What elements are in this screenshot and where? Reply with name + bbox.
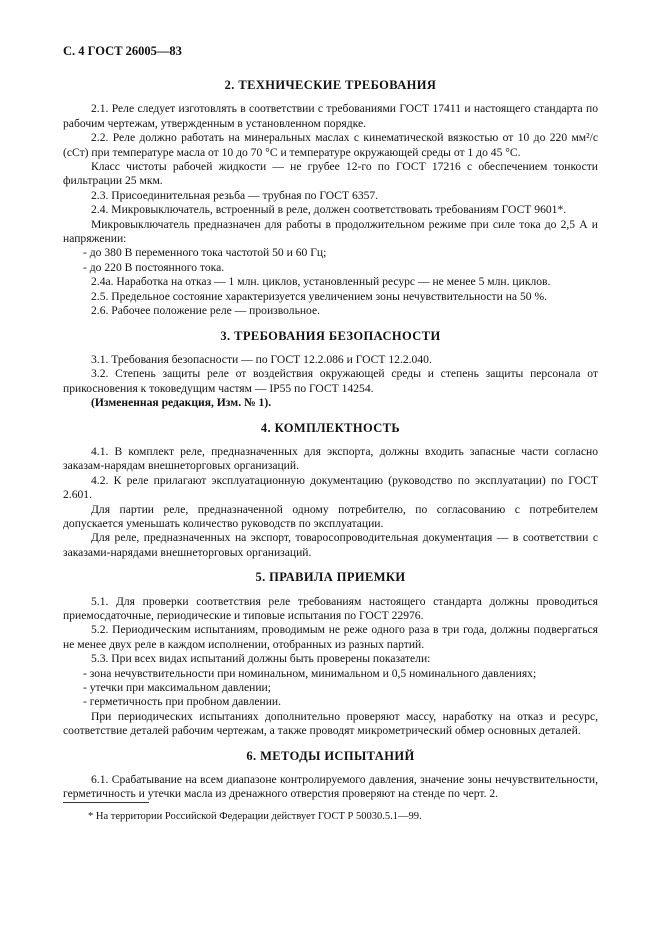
list-item: - утечки при максимальном давлении; xyxy=(83,681,271,695)
list-item: - до 380 В переменного тока частотой 50 и 60 Гц; xyxy=(83,246,327,260)
paragraph: При периодических испытаниях дополнительно проверяют массу, наработку на отказ и ресурс, соответствие деталей рабочим чертежам, а также проводят микрометрический обмер основных деталей. xyxy=(63,709,598,738)
paragraph: 2.4a. Наработка на отказ — 1 млн. циклов, установленный ресурс — не менее 5 млн. циклов. xyxy=(91,275,551,289)
paragraph: 2.6. Рабочее положение реле — произвольное. xyxy=(91,304,321,318)
paragraph: 2.5. Предельное состояние характеризуется увеличением зоны нечувствительности на 50 %. xyxy=(91,289,548,303)
paragraph: Класс чистоты рабочей жидкости — не грубее 12-го по ГОСТ 17216 с обеспечением тонкости фильтрации 25 мкм. xyxy=(63,160,598,188)
paragraph: 5.1. Для проверки соответствия реле требованиям настоящего стандарта должны проводиться приемосдаточные, периодические и типовые испытания по ГОСТ 22976. xyxy=(63,594,598,622)
page-header: С. 4 ГОСТ 26005—83 xyxy=(63,44,182,58)
footnote: * На территории Российской Федерации действует ГОСТ Р 50030.5.1—99. xyxy=(88,811,422,822)
paragraph: 2.3. Присоединительная резьба — трубная по ГОСТ 6357. xyxy=(91,188,379,202)
section-title: 6. МЕТОДЫ ИСПЫТАНИЙ xyxy=(246,748,415,763)
amendment-note: (Измененная редакция, Изм. № 1). xyxy=(91,396,272,410)
paragraph: 2.2. Реле должно работать на минеральных маслах с кинематической вязкостью от 10 до 220 мм²/с (сСт) при температуре масла от 10 до 70 °С и температуре окружающей среды от 1 до 45 °С. xyxy=(63,131,598,159)
section-title: 3. ТРЕБОВАНИЯ БЕЗОПАСНОСТИ xyxy=(220,328,441,343)
paragraph: Микровыключатель предназначен для работы в продолжительном режиме при силе тока до 2,5 А и напряжении: xyxy=(63,217,598,246)
footnote-divider xyxy=(63,802,149,803)
list-item: - до 220 В постоянного тока. xyxy=(83,260,225,274)
list-item: - герметичность при пробном давлении. xyxy=(83,695,282,709)
paragraph: Для реле, предназначенных на экспорт, товаросопроводительная документация — в соответствии с заказами-нарядами внешнеторговых организаций. xyxy=(63,531,598,559)
paragraph: 2.1. Реле следует изготовлять в соответствии с требованиями ГОСТ 17411 и настоящего стандарта по рабочим чертежам, утвержденным в установленном порядке. xyxy=(63,102,598,130)
paragraph: Для партии реле, предназначенной одному потребителю, по согласованию с потребителем допускается уменьшать количество руководств по эксплуатации. xyxy=(63,502,598,530)
paragraph: 5.2. Периодическим испытаниям, проводимым не реже одного раза в три года, должны подвергаться не менее двух реле в каждом исполнении, отобранных из разных партий. xyxy=(63,623,598,651)
paragraph: 5.3. При всех видах испытаний должны быть проверены показатели: xyxy=(91,652,431,666)
document-body xyxy=(63,78,598,802)
section-title: 2. ТЕХНИЧЕСКИЕ ТРЕБОВАНИЯ xyxy=(224,78,437,92)
paragraph: 6.1. Срабатывание на всем диапазоне контролируемого давления, значение зоны нечувствительности, герметичность и утечки масла из дренажного отверстия проверяют на стенде по черт. 2. xyxy=(63,773,598,801)
paragraph: 4.2. К реле прилагают эксплуатационную документацию (руководство по эксплуатации) по ГОСТ 2.601. xyxy=(63,473,598,502)
list-item: - зона нечувствительности при номинальном, минимальном и 0,5 номинального давлениях; xyxy=(83,666,537,680)
paragraph: 4.1. В комплект реле, предназначенных для экспорта, должны входить запасные части согласно заказам-нарядам внешнеторговых организаций. xyxy=(63,444,598,473)
section-title: 4. КОМПЛЕКТНОСТЬ xyxy=(260,420,401,435)
paragraph: 3.2. Степень защиты реле от воздействия окружающей среды и степень защиты персонала от прикосновения к токоведущим частям — IP55 по ГОСТ 14254. xyxy=(63,367,598,395)
paragraph: 3.1. Требования безопасности — по ГОСТ 12.2.086 и ГОСТ 12.2.040. xyxy=(91,352,432,366)
section-title: 5. ПРАВИЛА ПРИЕМКИ xyxy=(255,570,406,585)
paragraph: 2.4. Микровыключатель, встроенный в реле, должен соответствовать требованиям ГОСТ 9601*. xyxy=(91,203,567,217)
